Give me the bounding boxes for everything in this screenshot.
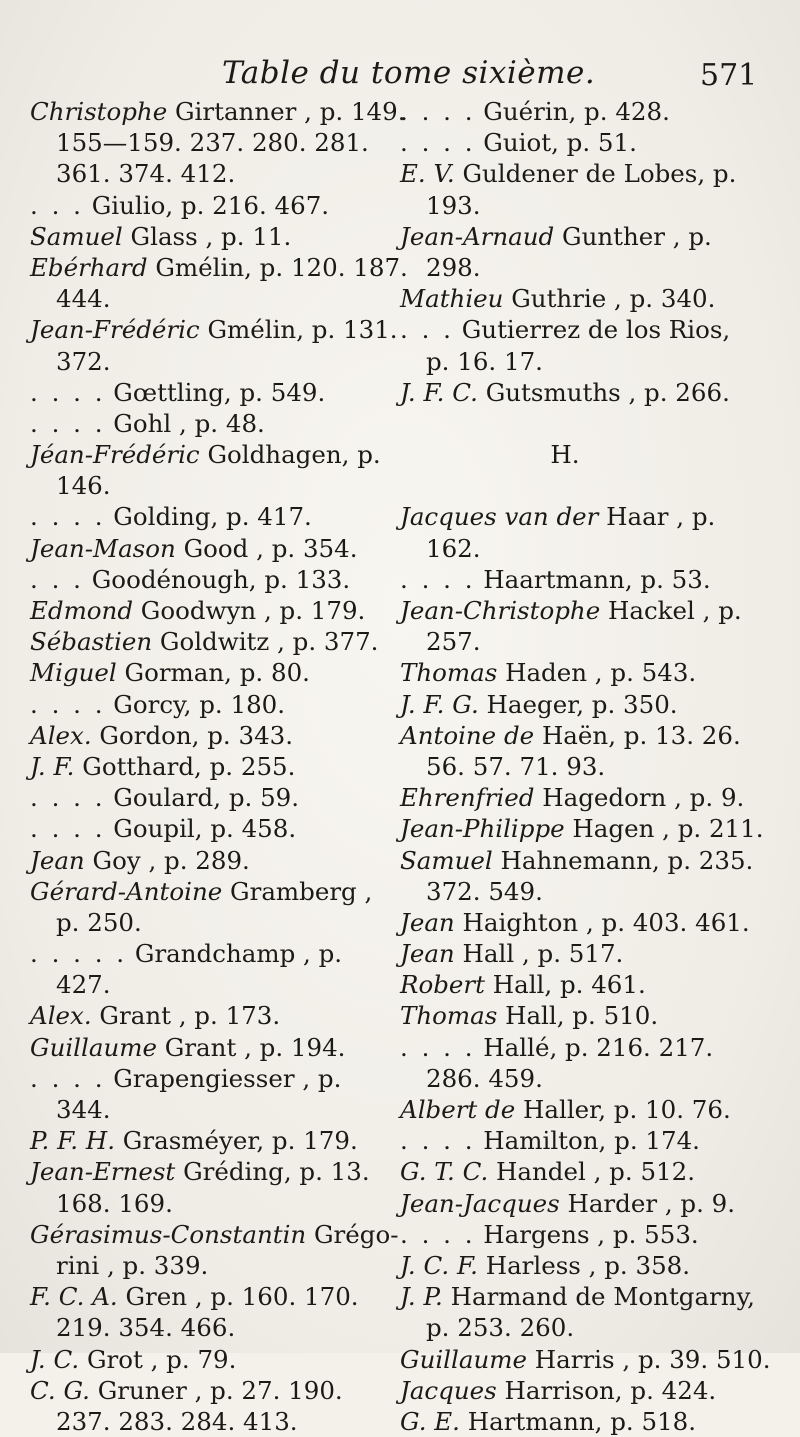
given-name: Jean-Jacques bbox=[400, 1188, 560, 1218]
ditto-dots: . . . . . bbox=[30, 939, 128, 969]
given-name: Samuel bbox=[400, 845, 493, 875]
index-entry bbox=[30, 657, 390, 688]
surname-and-pages: Haller, p. 10. 76. bbox=[515, 1095, 731, 1124]
surname-and-pages: 286. 459. bbox=[426, 1063, 543, 1093]
surname-and-pages: p. 16. 17. bbox=[426, 346, 543, 376]
surname-and-pages: Gutsmuths , p. 266. bbox=[477, 377, 730, 407]
surname-and-pages: Girtanner , p. 149. bbox=[167, 97, 406, 126]
ditto-dots: . . . . bbox=[400, 1126, 476, 1156]
given-name: Jean bbox=[400, 907, 455, 937]
index-entry-continuation bbox=[400, 876, 790, 907]
surname-and-pages: Hall , p. 517. bbox=[454, 939, 624, 969]
surname-and-pages: Hagedorn , p. 9. bbox=[534, 783, 745, 813]
index-entry bbox=[30, 1219, 399, 1250]
surname-and-pages: p. 250. bbox=[56, 907, 142, 937]
surname-and-pages: Gordon, p. 343. bbox=[91, 720, 294, 750]
surname-and-pages: Hagen , p. 211. bbox=[564, 814, 764, 844]
given-name: J. P. bbox=[400, 1282, 443, 1312]
surname-and-pages: Gorman, p. 80. bbox=[116, 658, 310, 688]
given-name: Christophe bbox=[30, 97, 168, 126]
surname-and-pages: Gréding, p. 13. bbox=[175, 1157, 370, 1187]
page-number: 571 bbox=[700, 58, 758, 93]
index-entry bbox=[400, 1125, 790, 1156]
running-title: Table du tome sixième. bbox=[222, 55, 596, 91]
index-entry bbox=[400, 314, 790, 345]
given-name: Jean-Philippe bbox=[400, 814, 565, 844]
surname-and-pages: Giulio, p. 216. 467. bbox=[83, 190, 330, 220]
index-entry bbox=[400, 564, 790, 595]
index-entry bbox=[30, 720, 390, 751]
given-name: J. C. F. bbox=[400, 1250, 478, 1280]
surname-and-pages: Grot , p. 79. bbox=[79, 1344, 237, 1374]
index-entry bbox=[400, 127, 790, 158]
given-name: Thomas bbox=[400, 1001, 498, 1031]
index-entry bbox=[30, 252, 408, 283]
index-entry bbox=[400, 1156, 790, 1187]
index-entry-continuation bbox=[400, 252, 790, 283]
given-name: Jean-Christophe bbox=[400, 596, 601, 625]
surname-and-pages: Guthrie , p. 340. bbox=[503, 284, 716, 314]
given-name: Thomas bbox=[400, 658, 498, 688]
given-name: P. F. H. bbox=[30, 1126, 116, 1156]
given-name: Jéan-Frédéric bbox=[30, 440, 200, 470]
index-entry bbox=[30, 439, 390, 470]
index-entry bbox=[30, 1032, 390, 1063]
given-name: Jean bbox=[30, 845, 85, 875]
section-heading: H. bbox=[550, 440, 580, 470]
surname-and-pages: 298. bbox=[426, 252, 481, 282]
surname-and-pages: Grandchamp , p. bbox=[127, 939, 343, 969]
surname-and-pages: Haighton , p. 403. 461. bbox=[454, 907, 750, 937]
given-name: G. T. C. bbox=[400, 1157, 489, 1187]
index-entry-continuation bbox=[30, 283, 390, 314]
surname-and-pages: p. 253. 260. bbox=[426, 1313, 575, 1343]
surname-and-pages: Harrison, p. 424. bbox=[496, 1375, 717, 1405]
index-entry bbox=[400, 1375, 790, 1406]
index-entry bbox=[30, 190, 390, 221]
surname-and-pages: Goupil, p. 458. bbox=[105, 814, 297, 844]
surname-and-pages: Gramberg , bbox=[222, 876, 373, 906]
surname-and-pages: Goodwyn , p. 179. bbox=[133, 596, 366, 625]
given-name: Edmond bbox=[30, 596, 134, 625]
surname-and-pages: 344. bbox=[56, 1095, 111, 1124]
surname-and-pages: Grégo- bbox=[306, 1219, 399, 1249]
given-name: J. F. C. bbox=[400, 377, 478, 407]
surname-and-pages: Goldhagen, p. bbox=[199, 440, 381, 470]
index-entry bbox=[30, 564, 390, 595]
given-name: Jean bbox=[400, 939, 455, 969]
ditto-dots: . . . . bbox=[30, 502, 106, 532]
surname-and-pages: 56. 57. 71. 93. bbox=[426, 751, 606, 781]
surname-and-pages: Guldener de Lobes, p. bbox=[454, 159, 737, 189]
surname-and-pages: Gunther , p. bbox=[554, 221, 712, 251]
surname-and-pages: Grapengiesser , p. bbox=[105, 1063, 342, 1093]
index-entry bbox=[400, 1281, 790, 1312]
surname-and-pages: Gmélin, p. 131. bbox=[199, 315, 398, 345]
given-name: Alex. bbox=[30, 720, 92, 750]
index-entry-continuation bbox=[400, 190, 790, 221]
index-entry bbox=[400, 1000, 790, 1031]
index-entry-continuation bbox=[30, 127, 390, 158]
surname-and-pages: Hamilton, p. 174. bbox=[475, 1126, 700, 1156]
index-entry bbox=[400, 221, 790, 252]
surname-and-pages: Gorcy, p. 180. bbox=[105, 689, 286, 719]
given-name: Gérard-Antoine bbox=[30, 876, 223, 906]
ditto-dots: . . . . bbox=[30, 377, 106, 407]
surname-and-pages: 372. 549. bbox=[426, 876, 543, 906]
index-entry bbox=[400, 907, 790, 938]
given-name: Alex. bbox=[30, 1001, 92, 1031]
given-name: J. F. bbox=[30, 751, 75, 781]
surname-and-pages: 162. bbox=[426, 533, 481, 563]
given-name: Ehrenfried bbox=[400, 783, 535, 813]
surname-and-pages: Haeger, p. 350. bbox=[478, 689, 678, 719]
surname-and-pages: Good , p. 354. bbox=[175, 533, 358, 563]
index-entry-continuation bbox=[400, 346, 790, 377]
given-name: Sébastien bbox=[30, 627, 153, 657]
surname-and-pages: Hall, p. 461. bbox=[484, 970, 646, 1000]
ditto-dots: . . . . bbox=[400, 564, 476, 594]
surname-and-pages: Gruner , p. 27. 190. bbox=[89, 1375, 343, 1405]
given-name: Jean-Arnaud bbox=[400, 221, 555, 251]
surname-and-pages: Haar , p. bbox=[598, 502, 716, 532]
index-entry bbox=[400, 595, 790, 626]
given-name: Jean-Frédéric bbox=[30, 315, 200, 345]
index-entry bbox=[400, 1344, 790, 1375]
surname-and-pages: 168. 169. bbox=[56, 1188, 173, 1218]
given-name: Guillaume bbox=[30, 1032, 157, 1062]
index-entry bbox=[400, 158, 790, 189]
surname-and-pages: 146. bbox=[56, 471, 111, 501]
index-entry-continuation bbox=[30, 470, 390, 501]
index-entry bbox=[30, 813, 390, 844]
index-entry bbox=[30, 1000, 390, 1031]
surname-and-pages: Hallé, p. 216. 217. bbox=[475, 1032, 714, 1062]
given-name: Albert de bbox=[400, 1095, 516, 1124]
index-column-left bbox=[30, 96, 408, 1437]
index-entry bbox=[30, 689, 390, 720]
index-entry bbox=[400, 1219, 790, 1250]
surname-and-pages: Gotthard, p. 255. bbox=[74, 751, 296, 781]
ditto-dots: . . . . bbox=[30, 814, 106, 844]
surname-and-pages: Grant , p. 173. bbox=[91, 1001, 281, 1031]
index-entry bbox=[30, 938, 390, 969]
given-name: Jacques van der bbox=[400, 502, 599, 532]
given-name: J. F. G. bbox=[400, 689, 479, 719]
surname-and-pages: Grasméyer, p. 179. bbox=[115, 1126, 358, 1156]
given-name: Jacques bbox=[400, 1375, 497, 1405]
given-name: Jean-Mason bbox=[30, 533, 176, 563]
given-name: Gérasimus-Constantin bbox=[30, 1219, 307, 1249]
blank-line bbox=[400, 470, 790, 501]
given-name: G. E. bbox=[400, 1406, 460, 1436]
index-entry bbox=[400, 1032, 790, 1063]
surname-and-pages: Goy , p. 289. bbox=[84, 845, 250, 875]
index-entry-continuation bbox=[30, 1250, 390, 1281]
index-entry bbox=[30, 377, 390, 408]
index-entry bbox=[400, 1188, 790, 1219]
surname-and-pages: Hargens , p. 553. bbox=[475, 1219, 699, 1249]
ditto-dots: . . . bbox=[400, 315, 454, 345]
index-entry bbox=[30, 533, 390, 564]
ditto-dots: . . . bbox=[30, 564, 84, 594]
surname-and-pages: Harris , p. 39. 510. bbox=[526, 1344, 771, 1374]
surname-and-pages: 219. 354. 466. bbox=[56, 1313, 236, 1343]
given-name: Jean-Ernest bbox=[30, 1157, 176, 1187]
index-entry bbox=[400, 720, 790, 751]
index-entry bbox=[400, 689, 790, 720]
ditto-dots: . . . . bbox=[400, 1032, 476, 1062]
ditto-dots: . . . . bbox=[400, 1219, 476, 1249]
index-entry bbox=[30, 1063, 390, 1094]
index-entry bbox=[400, 501, 790, 532]
given-name: Guillaume bbox=[400, 1344, 527, 1374]
index-entry bbox=[400, 969, 790, 1000]
surname-and-pages: Gœttling, p. 549. bbox=[105, 377, 326, 407]
index-entry bbox=[30, 501, 390, 532]
ditto-dots: . . . bbox=[30, 190, 84, 220]
given-name: Samuel bbox=[30, 221, 123, 251]
index-entry-continuation bbox=[30, 907, 390, 938]
ditto-dots: . . . . bbox=[30, 689, 106, 719]
surname-and-pages: 427. bbox=[56, 970, 111, 1000]
surname-and-pages: Guiot, p. 51. bbox=[475, 128, 637, 158]
given-name: Ebérhard bbox=[30, 252, 148, 282]
given-name: Robert bbox=[400, 970, 485, 1000]
index-entry bbox=[400, 1250, 790, 1281]
index-entry-continuation bbox=[30, 1312, 390, 1343]
surname-and-pages: Glass , p. 11. bbox=[122, 221, 292, 251]
index-entry bbox=[30, 782, 390, 813]
surname-and-pages: Hackel , p. bbox=[600, 596, 742, 625]
index-entry-continuation bbox=[400, 1063, 790, 1094]
surname-and-pages: Gohl , p. 48. bbox=[105, 408, 265, 438]
index-entry bbox=[400, 782, 790, 813]
ditto-dots: . . . . bbox=[30, 408, 106, 438]
index-entry bbox=[30, 626, 390, 657]
surname-and-pages: 193. bbox=[426, 190, 481, 220]
index-entry-continuation bbox=[400, 751, 790, 782]
surname-and-pages: Gren , p. 160. 170. bbox=[117, 1282, 359, 1312]
index-entry bbox=[400, 377, 790, 408]
index-entry bbox=[30, 1344, 390, 1375]
index-entry bbox=[400, 283, 790, 314]
surname-and-pages: Handel , p. 512. bbox=[488, 1157, 695, 1187]
surname-and-pages: 444. bbox=[56, 284, 111, 314]
index-entry bbox=[30, 1156, 390, 1187]
given-name: Antoine de bbox=[400, 720, 535, 750]
index-entry bbox=[30, 221, 390, 252]
surname-and-pages: Haën, p. 13. 26. bbox=[534, 720, 741, 750]
index-entry-continuation bbox=[30, 158, 390, 189]
index-entry bbox=[400, 845, 790, 876]
surname-and-pages: Haartmann, p. 53. bbox=[475, 564, 711, 594]
surname-and-pages: Hartmann, p. 518. bbox=[459, 1406, 697, 1436]
given-name: E. V. bbox=[400, 159, 455, 189]
surname-and-pages: 237. 283. 284. 413. bbox=[56, 1406, 298, 1436]
index-entry bbox=[30, 595, 390, 626]
surname-and-pages: Gutierrez de los Rios, bbox=[453, 315, 731, 345]
index-entry bbox=[400, 1094, 790, 1125]
index-entry bbox=[30, 876, 390, 907]
surname-and-pages: Goldwitz , p. 377. bbox=[152, 627, 379, 657]
index-entry-continuation bbox=[400, 1312, 790, 1343]
index-entry-continuation bbox=[30, 1094, 390, 1125]
index-entry-continuation bbox=[30, 346, 390, 377]
index-entry bbox=[30, 1281, 390, 1312]
ditto-dots: . . . . bbox=[30, 1063, 106, 1093]
given-name: F. C. A. bbox=[30, 1282, 118, 1312]
surname-and-pages: Harder , p. 9. bbox=[559, 1188, 736, 1218]
index-entry bbox=[30, 1375, 390, 1406]
index-entry bbox=[30, 1125, 390, 1156]
surname-and-pages: 257. bbox=[426, 627, 481, 657]
surname-and-pages: 361. 374. 412. bbox=[56, 159, 236, 189]
index-entry-continuation bbox=[30, 1406, 390, 1437]
index-entry bbox=[400, 657, 790, 688]
index-entry bbox=[30, 314, 398, 345]
surname-and-pages: Hall, p. 510. bbox=[497, 1001, 659, 1031]
blank-line bbox=[400, 408, 790, 439]
ditto-dots: . . . . bbox=[400, 97, 476, 126]
ditto-dots: . . . . bbox=[400, 128, 476, 158]
index-entry bbox=[400, 1406, 790, 1437]
ditto-dots: . . . . bbox=[30, 783, 106, 813]
index-entry-continuation bbox=[400, 533, 790, 564]
surname-and-pages: Goulard, p. 59. bbox=[105, 783, 300, 813]
given-name: Mathieu bbox=[400, 284, 504, 314]
surname-and-pages: 372. bbox=[56, 346, 111, 376]
index-entry bbox=[400, 96, 790, 127]
surname-and-pages: rini , p. 339. bbox=[56, 1250, 209, 1280]
surname-and-pages: Grant , p. 194. bbox=[156, 1032, 346, 1062]
index-entry bbox=[400, 813, 790, 844]
index-entry bbox=[30, 408, 390, 439]
surname-and-pages: Goodénough, p. 133. bbox=[83, 564, 351, 594]
surname-and-pages: 155—159. 237. 280. 281. bbox=[56, 128, 369, 158]
index-entry bbox=[30, 751, 390, 782]
index-entry-continuation bbox=[400, 626, 790, 657]
surname-and-pages: Guérin, p. 428. bbox=[475, 97, 670, 126]
surname-and-pages: Haden , p. 543. bbox=[497, 658, 697, 688]
surname-and-pages: Golding, p. 417. bbox=[105, 502, 312, 532]
given-name: J. C. bbox=[30, 1344, 80, 1374]
given-name: Miguel bbox=[30, 658, 117, 688]
given-name: C. G. bbox=[30, 1375, 90, 1405]
surname-and-pages: Hahnemann, p. 235. bbox=[492, 845, 754, 875]
index-entry bbox=[30, 845, 390, 876]
index-entry-continuation bbox=[30, 1188, 390, 1219]
index-entry bbox=[30, 96, 406, 127]
surname-and-pages: Harmand de Montgarny, bbox=[442, 1282, 755, 1312]
surname-and-pages: Gmélin, p. 120. 187. bbox=[147, 252, 408, 282]
index-entry bbox=[400, 938, 790, 969]
surname-and-pages: Harless , p. 358. bbox=[477, 1250, 691, 1280]
index-entry-continuation bbox=[30, 969, 390, 1000]
index-column-right bbox=[400, 96, 790, 1437]
